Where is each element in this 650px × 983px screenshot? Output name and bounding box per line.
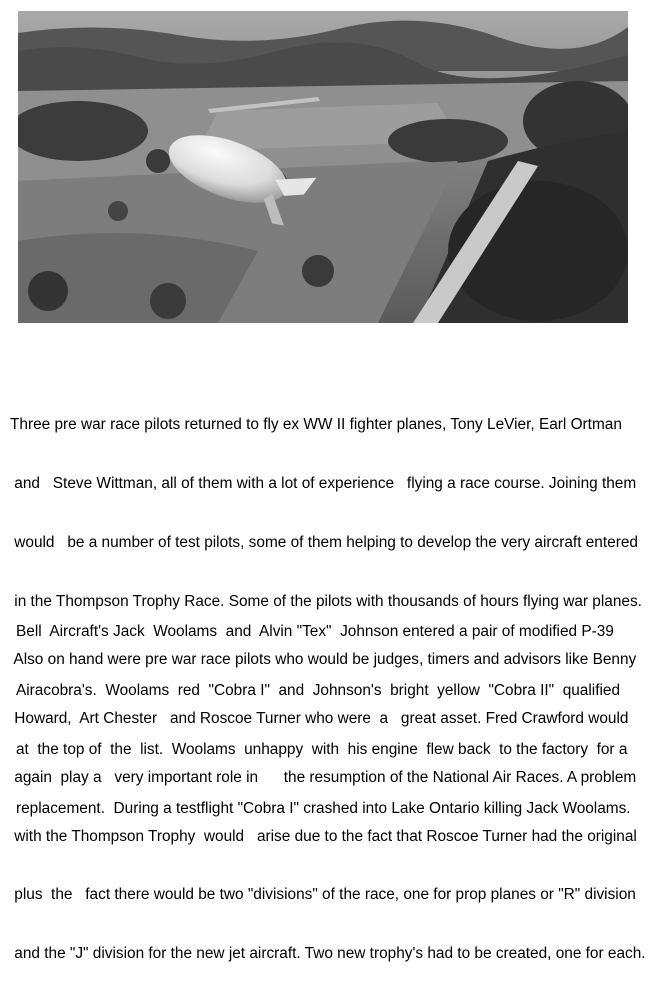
paragraph-line: with the Thompson Trophy would arise due to the fact that Roscoe Turner had the original: [10, 827, 637, 845]
airship-photo-image: [18, 11, 628, 323]
paragraph-line: Howard, Art Chester and Roscoe Turner who were a great asset. Fred Crawford would: [10, 710, 629, 728]
paragraph-line: and Steve Wittman, all of them with a lot of experience flying a race course. Joining them: [10, 474, 637, 492]
paragraph-line: at the top of the list. Woolams unhappy with his engine flew back to the factory for a: [16, 740, 628, 758]
body-paragraph-2: [16, 583, 631, 838]
paragraph-line: would be a number of test pilots, some of them helping to develop the very aircraft entered: [10, 533, 638, 551]
paragraph-line: Airacobra's. Woolams red "Cobra I" and Johnson's bright yellow "Cobra II" qualified: [16, 681, 621, 699]
paragraph-line: replacement. During a testflight "Cobra I" crashed into Lake Ontario killing Jack Woolams.: [16, 799, 631, 817]
paragraph-line: Three pre war race pilots returned to fly ex WW II fighter planes, Tony LeVier, Earl Ortman: [10, 416, 622, 434]
airship-photo: [18, 11, 628, 323]
paragraph-line: plus the fact there would be two "divisions" of the race, one for prop planes or "R" division: [10, 886, 636, 904]
paragraph-line: again play a very important role in the resumption of the National Air Races. A problem: [10, 768, 637, 786]
paragraph-line: and the "J" division for the new jet aircraft. Two new trophy's had to be created, one for each.: [10, 945, 646, 963]
paragraph-line: Bell Aircraft's Jack Woolams and Alvin "Tex" Johnson entered a pair of modified P-39: [16, 623, 614, 641]
paragraph-line: Also on hand were pre war race pilots who would be judges, timers and advisors like Benny: [10, 651, 637, 669]
paragraph-line: in the Thompson Trophy Race. Some of the pilots with thousands of hours flying war planes.: [10, 592, 642, 610]
